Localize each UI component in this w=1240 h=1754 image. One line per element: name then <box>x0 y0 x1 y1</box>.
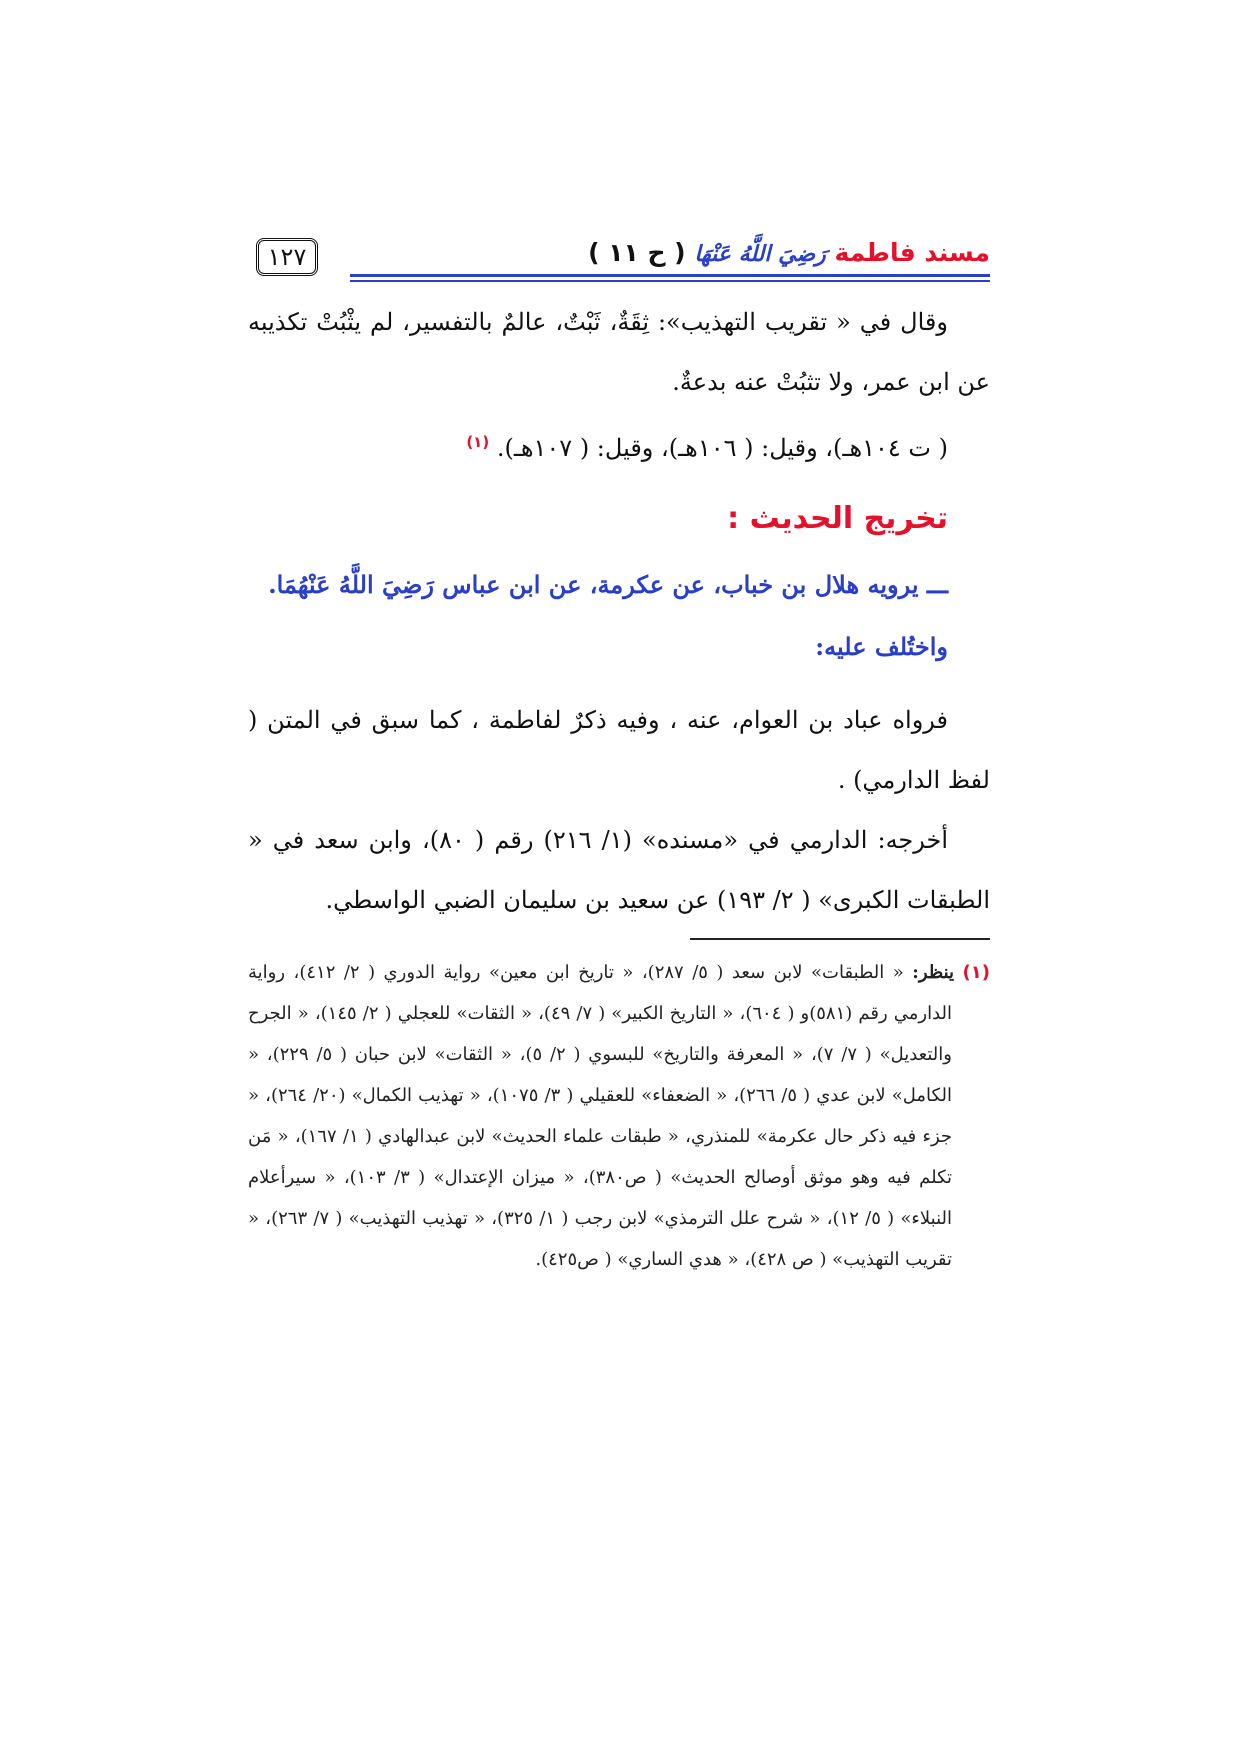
section-heading: تخريج الحديث : <box>727 501 948 536</box>
footnote-number: (١) <box>962 962 990 983</box>
paragraph-takhrij: أخرجه: الدارمي في «مسنده» (١/ ٢١٦) رقم ( ٨٠)، وابن سعد في « الطبقات الكبرى» ( ٢/ ١٩٣) عن سعيد بن سليمان الضبي الواسطي. <box>248 826 990 914</box>
footnote-separator <box>690 938 990 940</box>
footnote-reference: (١) <box>466 433 490 451</box>
page-header <box>256 232 990 280</box>
footnote-lead: ينظر: <box>912 962 955 983</box>
narration-chain-line: ـــ يرويه هلال بن خباب، عن عكرمة، عن ابن عباس رَضِيَ اللَّهُ عَنْهُمَا. <box>268 570 948 599</box>
paragraph-death-dates <box>248 412 990 478</box>
death-dates-text: ( ت ١٠٤هـ)، وقيل: ( ١٠٦هـ)، وقيل: ( ١٠٧هـ). <box>496 434 948 462</box>
footnote-1 <box>248 952 990 1280</box>
page-number: ١٢٧ <box>256 238 318 276</box>
header-rule-secondary <box>350 280 990 282</box>
main-text <box>248 292 990 930</box>
footnotes <box>248 952 990 1280</box>
disagreement-line: واختُلف عليه: <box>815 632 948 661</box>
header-rule <box>350 274 990 277</box>
paragraph-abbad: فرواه عباد بن العوام، عنه ، وفيه ذكرٌ لفاطمة ، كما سبق في المتن ( لفظ الدارمي) . <box>248 706 990 794</box>
footnote-text: « الطبقات» لابن سعد ( ٥/ ٢٨٧)، « تاريخ ابن معين» رواية الدوري ( ٢/ ٤١٢)، رواية الدارمي رقم (٥٨١)و ( ٦٠٤)، « التاريخ الكبير» ( ٧/ ٤٩)، « الثقات» للعجلي ( ٢/ ١٤٥)، « الجرح والتعديل» ( ٧/ ٧)، « المعرفة والتاريخ» للبسوي ( ٢/ ٥)، « الثقات» لابن حبان ( ٥/ ٢٢٩)، « الكامل» لابن عدي ( ٥/ ٢٦٦)، « الضعفاء» للعقيلي ( ٣/ ١٠٧٥)، « تهذيب الكمال» (٢٠/ ٢٦٤)، « جزء فيه ذكر حال عكرمة» للمنذري، « طبقات علماء الحديث» لابن عبدالهادي ( ١/ ١٦٧)، « مَن تكلم فيه وهو موثق أوصالح الحديث» ( ص٣٨٠)، « ميزان الإعتدال» ( ٣/ ١٠٣)، « سيرأعلام النبلاء» ( ٥/ ١٢)، « شرح علل الترمذي» لابن رجب ( ١/ ٣٢٥)، « تهذيب التهذيب» ( ٧/ ٢٦٣)، « تقريب التهذيب» ( ص ٤٢٨)، « هدي الساري» ( ص٤٢٥). <box>248 962 953 1270</box>
running-title-honorific: رَضِيَ اللَّهُ عَنْهَا <box>694 242 826 267</box>
running-title-main: مسند فاطمة <box>834 238 990 267</box>
running-title <box>588 232 990 276</box>
paragraph-taqrib: وقال في « تقريب التهذيب»: ثِقَةٌ، ثَبْتٌ، عالمٌ بالتفسير، لم يثْبُتْ تكذيبه عن ابن عمر، ولا تثبُتْ عنه بدعةٌ. <box>248 308 990 396</box>
running-title-hadith-number: ( ح ١١ ) <box>588 238 686 267</box>
